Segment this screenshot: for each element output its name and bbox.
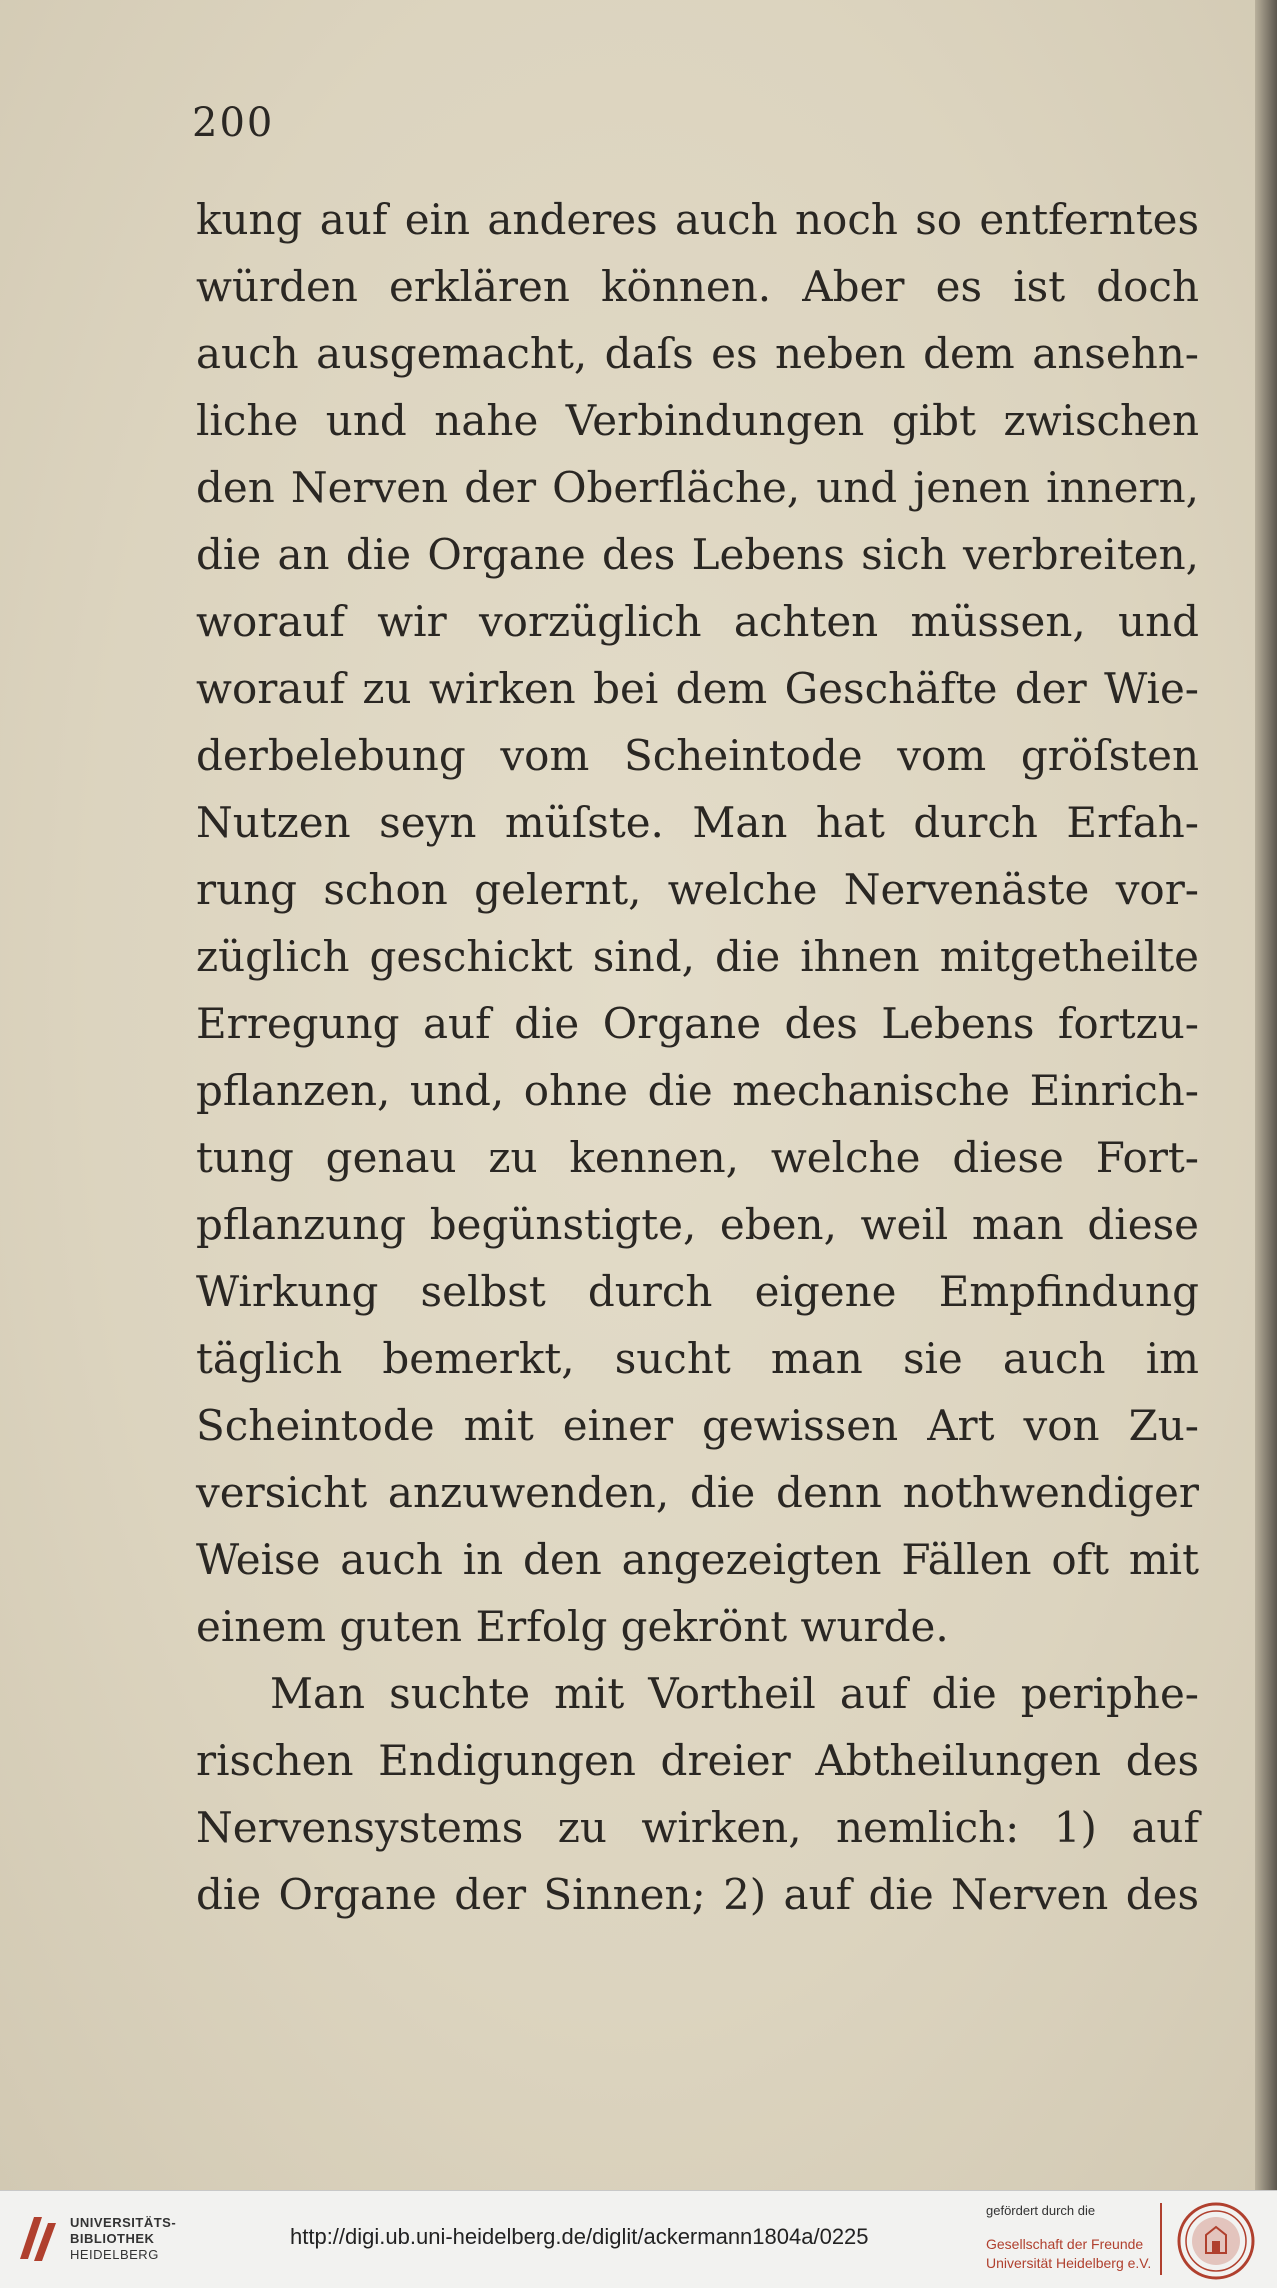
text-line: pflanzen, und, ohne die mechanische Einrich- xyxy=(196,1066,1199,1115)
text-line: rischen Endigungen dreier Abtheilungen des xyxy=(196,1736,1199,1785)
text-line: tung genau zu kennen, welche diese Fort- xyxy=(196,1133,1199,1182)
text-line: Nervensystems zu wirken, nemlich: 1) auf xyxy=(196,1803,1199,1852)
footer-bar xyxy=(0,2190,1277,2288)
text-line: liche und nahe Verbindungen gibt zwischen xyxy=(196,396,1199,445)
text-line: worauf wir vorzüglich achten müssen, und xyxy=(196,597,1199,646)
text-line: den Nerven der Oberfläche, und jenen innern, xyxy=(196,463,1199,512)
university-library-logo-icon xyxy=(14,2209,62,2269)
library-line-2: BIBLIOTHEK xyxy=(70,2231,155,2246)
text-line: pflanzung begünstigte, eben, weil man diese xyxy=(196,1200,1199,1249)
library-line-3: HEIDELBERG xyxy=(70,2247,159,2262)
library-line-1: UNIVERSITÄTS- xyxy=(70,2215,177,2230)
sponsor-line-2: Universität Heidelberg e.V. xyxy=(986,2255,1152,2271)
text-line: die Organe der Sinnen; 2) auf die Nerven des xyxy=(196,1870,1199,1919)
text-line: züglich geschickt sind, die ihnen mitgetheilte xyxy=(196,932,1199,981)
text-line: rung schon gelernt, welche Nervenäste vor- xyxy=(196,865,1199,914)
text-line: versicht anzuwenden, die denn nothwendiger xyxy=(196,1468,1199,1517)
text-line: die an die Organe des Lebens sich verbreiten, xyxy=(196,530,1199,579)
text-line: einem guten Erfolg gekrönt wurde. xyxy=(196,1602,949,1651)
page-edge-shadow xyxy=(1255,0,1277,2190)
text-line: worauf zu wirken bei dem Geschäfte der Wie- xyxy=(196,664,1199,713)
text-line: Wirkung selbst durch eigene Empfindung xyxy=(196,1267,1199,1316)
university-library-logo-text xyxy=(70,2215,176,2263)
university-seal-icon xyxy=(1176,2201,1256,2281)
text-line: auch ausgemacht, daſs es neben dem ansehn- xyxy=(196,329,1199,378)
text-line: würden erklären können. Aber es ist doch xyxy=(196,262,1199,311)
text-line: Erregung auf die Organe des Lebens fortzu- xyxy=(196,999,1199,1048)
sponsor-line-1: Gesellschaft der Freunde xyxy=(986,2236,1144,2252)
text-line: derbelebung vom Scheintode vom gröſsten xyxy=(196,731,1199,780)
permalink-url[interactable]: http://digi.ub.uni-heidelberg.de/diglit/ackermann1804a/0225 xyxy=(290,2224,869,2249)
page-number: 200 xyxy=(192,100,275,146)
text-line: Weise auch in den angezeigten Fällen oft mit xyxy=(196,1535,1199,1584)
sponsor-name xyxy=(986,2235,1151,2273)
text-line: täglich bemerkt, sucht man sie auch im xyxy=(196,1334,1199,1383)
text-line: Nutzen seyn müſste. Man hat durch Erfah- xyxy=(196,798,1199,847)
text-line: Man suchte mit Vortheil auf die periphe- xyxy=(270,1669,1199,1718)
text-line: Scheintode mit einer gewissen Art von Zu- xyxy=(196,1401,1199,1450)
sponsor-label: gefördert durch die xyxy=(986,2203,1096,2218)
text-line: kung auf ein anderes auch noch so entferntes xyxy=(196,195,1199,244)
footer-divider xyxy=(1160,2203,1162,2275)
